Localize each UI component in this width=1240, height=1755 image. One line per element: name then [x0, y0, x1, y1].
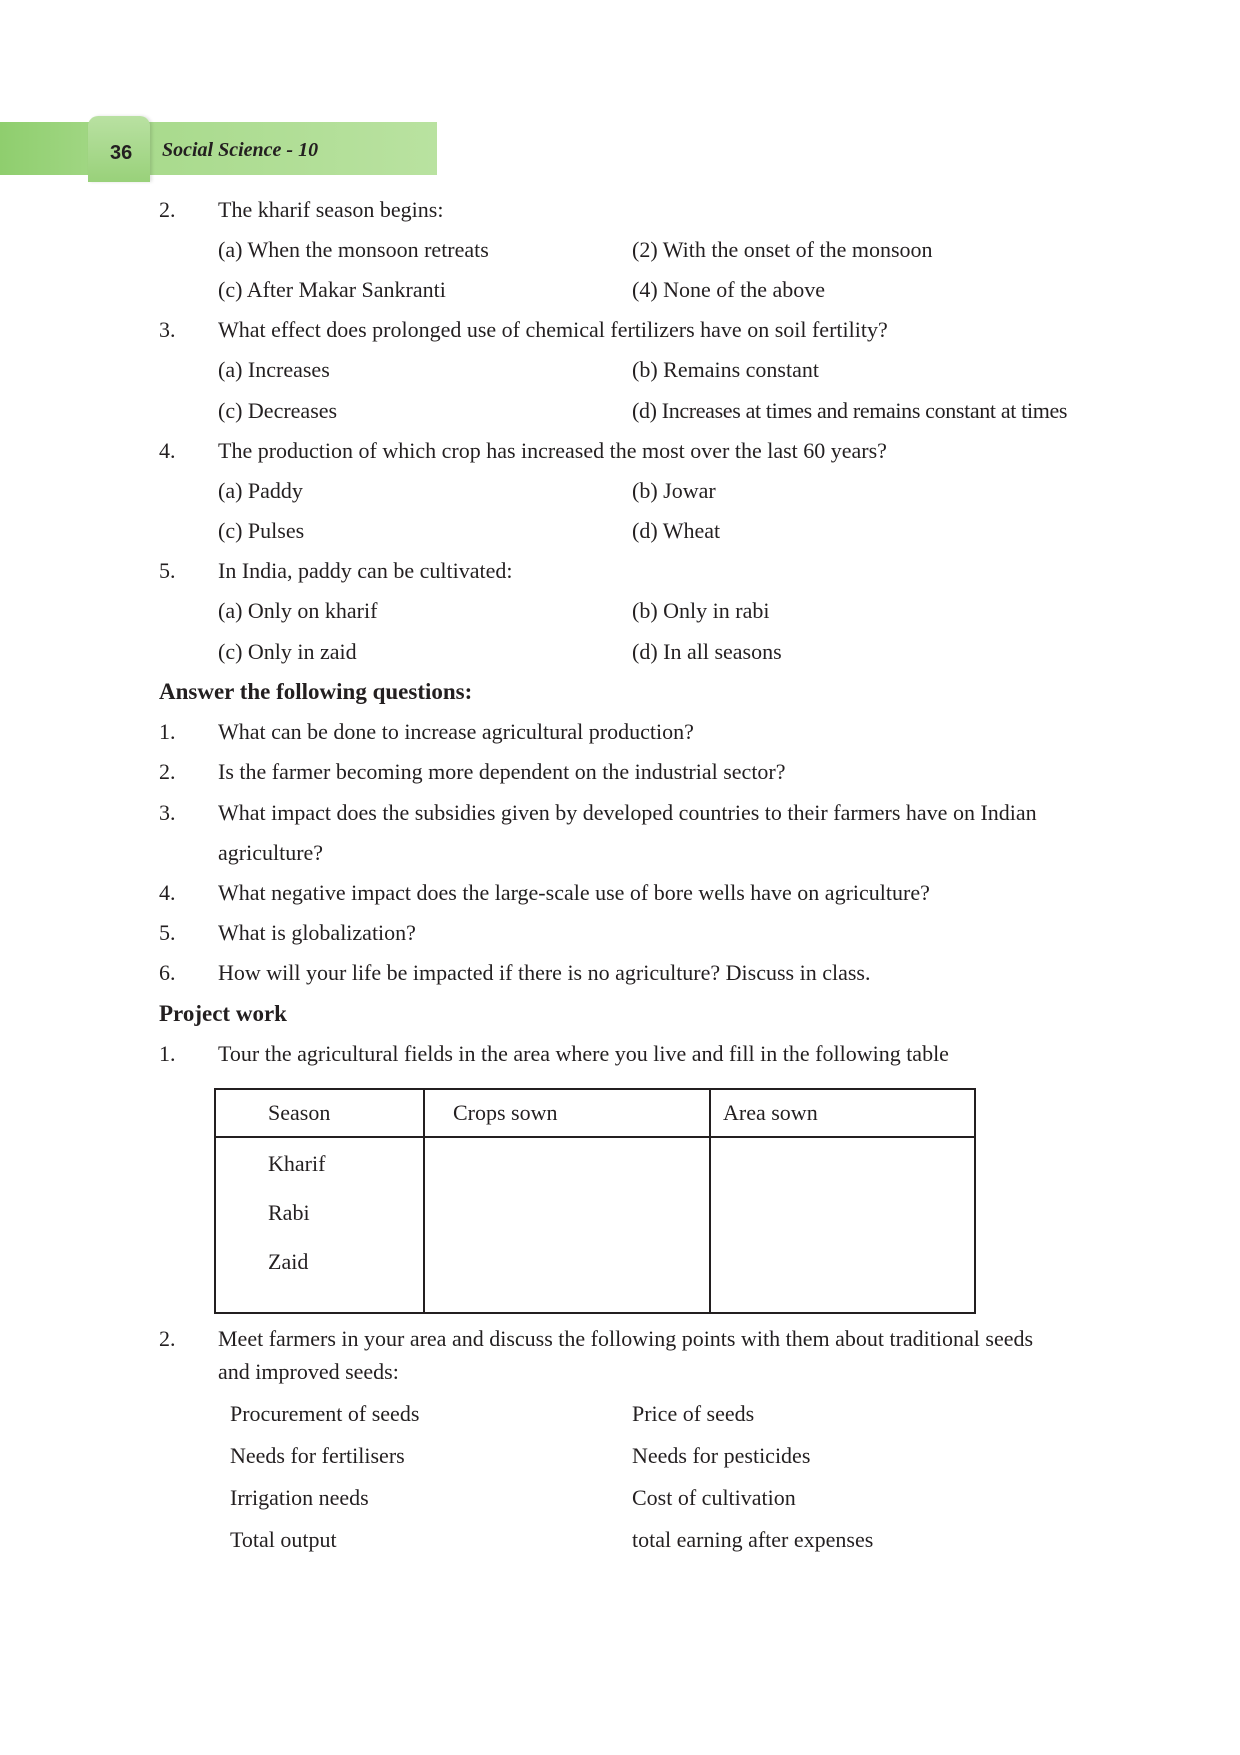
discussion-point: Procurement of seeds — [230, 1401, 420, 1426]
table-body-row — [215, 1137, 975, 1313]
question-number: 6. — [159, 960, 176, 985]
option-text: (d) Wheat — [632, 518, 721, 543]
question-text: The kharif season begins: — [218, 197, 444, 222]
question-text: Is the farmer becoming more dependent on the industrial sector? — [218, 759, 786, 784]
discussion-point: total earning after expenses — [632, 1527, 874, 1552]
option-text: (a) When the monsoon retreats — [218, 237, 489, 262]
option-text: (a) Paddy — [218, 478, 303, 503]
table-header-row — [215, 1089, 975, 1137]
option-text: (4) None of the above — [632, 277, 826, 302]
option-text: (c) After Makar Sankranti — [218, 277, 446, 302]
question-text: In India, paddy can be cultivated: — [218, 558, 513, 583]
option-text: (c) Only in zaid — [218, 639, 357, 664]
question-text: What impact does the subsidies given by developed countries to their farmers have on Indian — [218, 800, 1037, 825]
season-item: Kharif — [268, 1151, 326, 1176]
season-cell — [215, 1137, 424, 1313]
discussion-point: Needs for fertilisers — [230, 1443, 405, 1468]
option-text: (c) Pulses — [218, 518, 305, 543]
question-text: What negative impact does the large-scale use of bore wells have on agriculture? — [218, 880, 930, 905]
question-text: What is globalization? — [218, 920, 416, 945]
question-text: What can be done to increase agricultural production? — [218, 719, 694, 744]
question-text: What effect does prolonged use of chemical fertilizers have on soil fertility? — [218, 317, 888, 342]
book-title: Social Science - 10 — [162, 139, 319, 161]
season-item: Rabi — [268, 1200, 310, 1225]
discussion-point: Total output — [230, 1527, 337, 1552]
question-number: 5. — [159, 558, 176, 583]
area-sown-cell — [710, 1137, 975, 1313]
discussion-point: Cost of cultivation — [632, 1485, 796, 1510]
option-text: (a) Increases — [218, 357, 330, 382]
crops-sown-cell — [424, 1137, 710, 1313]
table-header-area: Area sown — [710, 1089, 975, 1137]
page-number: 36 — [110, 142, 133, 164]
question-text: How will your life be impacted if there is no agriculture? Discuss in class. — [218, 960, 871, 985]
project-item-number: 1. — [159, 1041, 176, 1066]
option-text: (a) Only on kharif — [218, 598, 378, 623]
question-number: 3. — [159, 317, 176, 342]
project-item-text: Tour the agricultural fields in the area where you live and fill in the following table — [218, 1041, 949, 1066]
question-number: 1. — [159, 719, 176, 744]
option-text: (b) Remains constant — [632, 357, 819, 382]
season-item: Zaid — [268, 1249, 309, 1274]
option-text: (d) Increases at times and remains constant at times — [632, 398, 1068, 423]
discussion-point: Irrigation needs — [230, 1485, 369, 1510]
question-text: The production of which crop has increased the most over the last 60 years? — [218, 438, 887, 463]
question-text-continuation: agriculture? — [218, 840, 324, 865]
table-header-season: Season — [215, 1089, 424, 1137]
discussion-point: Price of seeds — [632, 1401, 755, 1426]
season-table — [214, 1088, 976, 1314]
project-item-text: Meet farmers in your area and discuss the following points with them about traditional seeds — [218, 1326, 1034, 1351]
question-number: 4. — [159, 438, 176, 463]
option-text: (c) Decreases — [218, 398, 338, 423]
question-number: 2. — [159, 197, 176, 222]
section-heading-project: Project work — [159, 1001, 287, 1026]
section-heading-answer: Answer the following questions: — [159, 679, 473, 704]
option-text: (b) Only in rabi — [632, 598, 770, 623]
project-item-text-continuation: and improved seeds: — [218, 1359, 399, 1384]
option-text: (b) Jowar — [632, 478, 716, 503]
option-text: (d) In all seasons — [632, 639, 782, 664]
question-number: 5. — [159, 920, 176, 945]
discussion-point: Needs for pesticides — [632, 1443, 811, 1468]
question-number: 2. — [159, 759, 176, 784]
option-text: (2) With the onset of the monsoon — [632, 237, 933, 262]
project-item-number: 2. — [159, 1326, 176, 1351]
table-header-crops: Crops sown — [424, 1089, 710, 1137]
question-number: 3. — [159, 800, 176, 825]
question-number: 4. — [159, 880, 176, 905]
